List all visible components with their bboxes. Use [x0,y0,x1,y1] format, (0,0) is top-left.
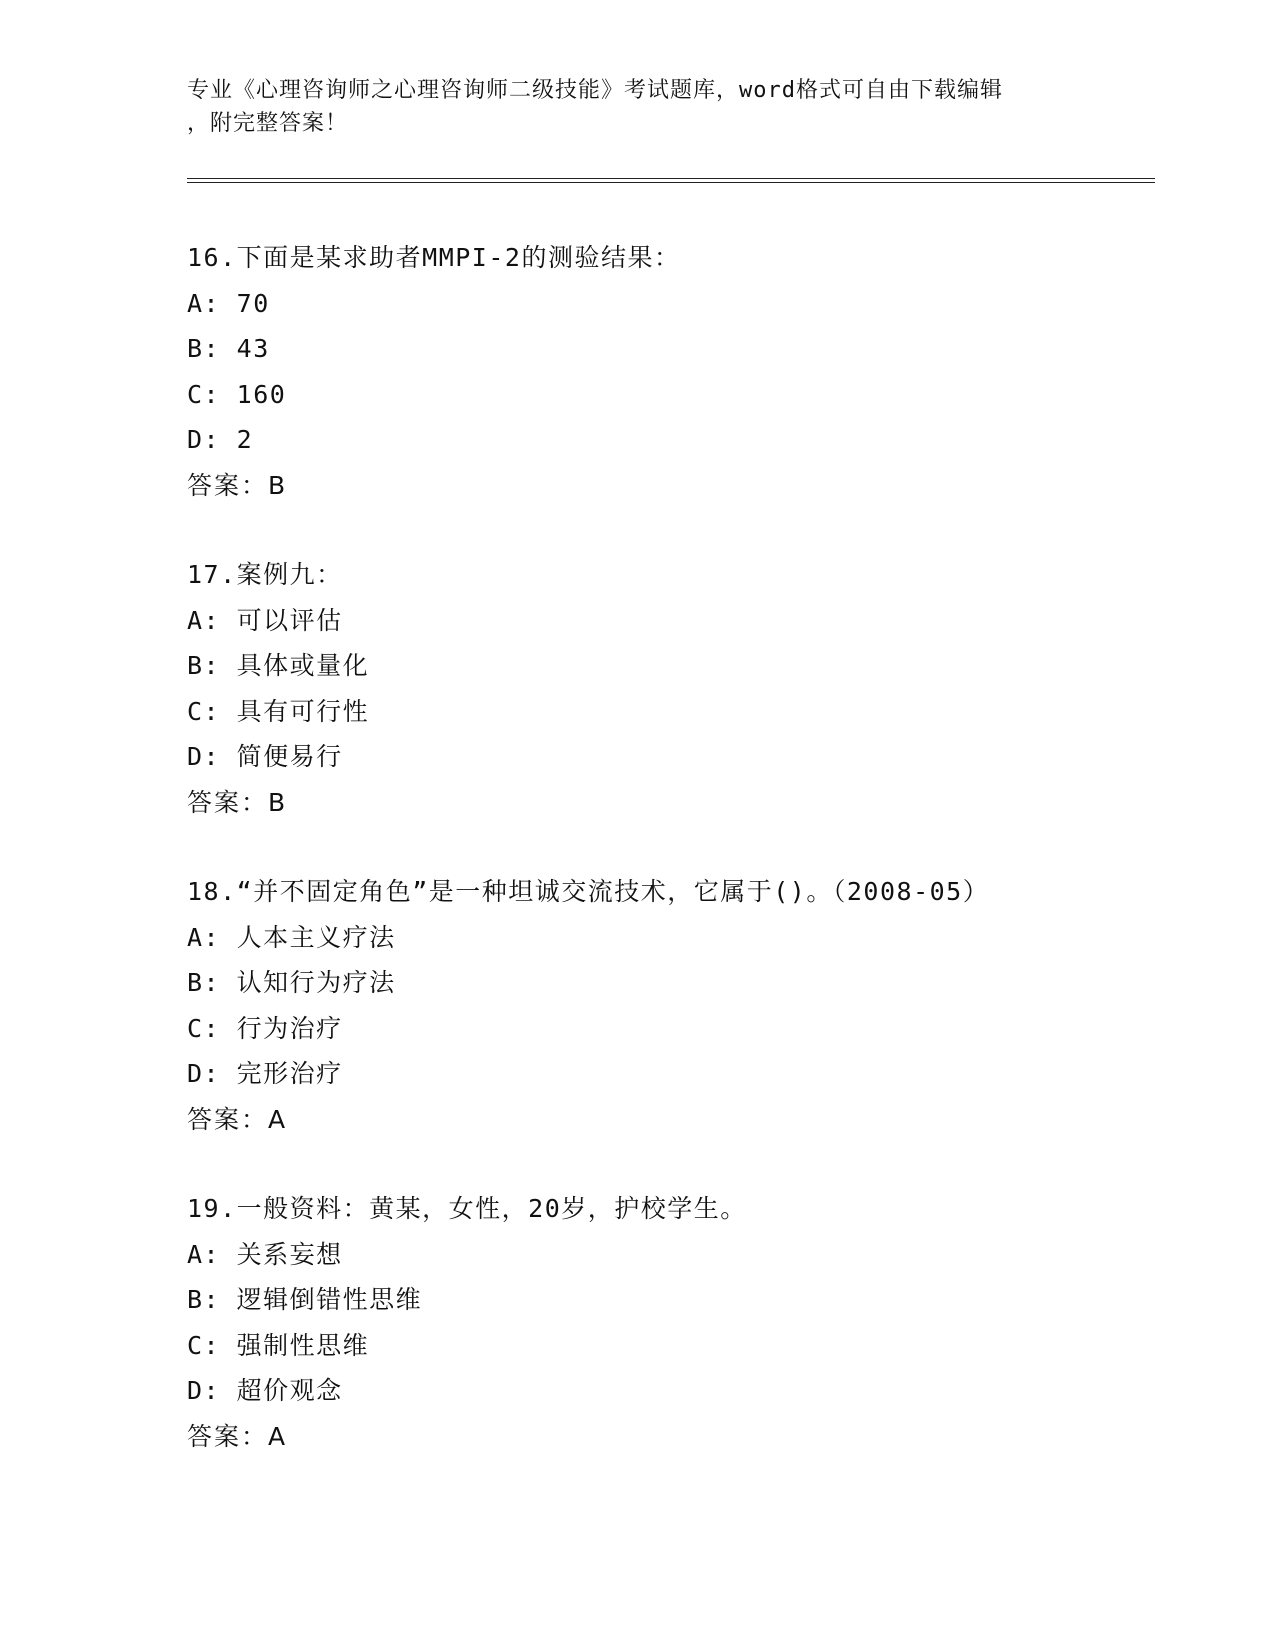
option-b: B: 具体或量化 [187,651,370,680]
header-divider-top [187,178,1155,179]
answer-label: 答案：B [187,787,288,817]
option-d: D: 超价观念 [187,1376,343,1405]
document-header [187,74,1087,140]
answer-label: 答案：A [187,1421,288,1451]
option-d: D: 完形治疗 [187,1059,343,1088]
option-a: A: 70 [187,288,270,318]
header-divider-bottom [187,182,1155,183]
question-stem: 18.“并不固定角色”是一种坦诚交流技术，它属于()。（2008-05） [187,877,990,906]
option-d: D: 简便易行 [187,742,343,771]
question-stem: 17.案例九： [187,560,343,589]
header-line-1: 专业《心理咨询师之心理咨询师二级技能》考试题库，word格式可自由下载编辑 [187,78,1003,103]
option-d: D: 2 [187,425,254,454]
question-19 [187,1186,1167,1459]
option-c: C: 行为治疗 [187,1013,343,1043]
question-stem: 19.一般资料：黄某，女性，20岁，护校学生。 [187,1194,747,1223]
option-b: B: 43 [187,334,270,363]
question-17 [187,552,1167,825]
header-line-2: ，附完整答案！ [187,111,349,136]
answer-label: 答案：B [187,470,288,500]
question-stem: 16.下面是某求助者MMPI-2的测验结果： [187,243,681,272]
option-b: B: 认知行为疗法 [187,968,396,997]
option-c: C: 具有可行性 [187,696,370,726]
question-18 [187,869,1167,1142]
question-16 [187,235,1167,508]
answer-label: 答案：A [187,1104,288,1134]
option-c: C: 强制性思维 [187,1330,370,1360]
question-list [187,235,1167,1503]
option-c: C: 160 [187,379,287,409]
option-b: B: 逻辑倒错性思维 [187,1285,423,1314]
option-a: A: 可以评估 [187,605,343,635]
option-a: A: 关系妄想 [187,1239,343,1269]
option-a: A: 人本主义疗法 [187,922,396,952]
